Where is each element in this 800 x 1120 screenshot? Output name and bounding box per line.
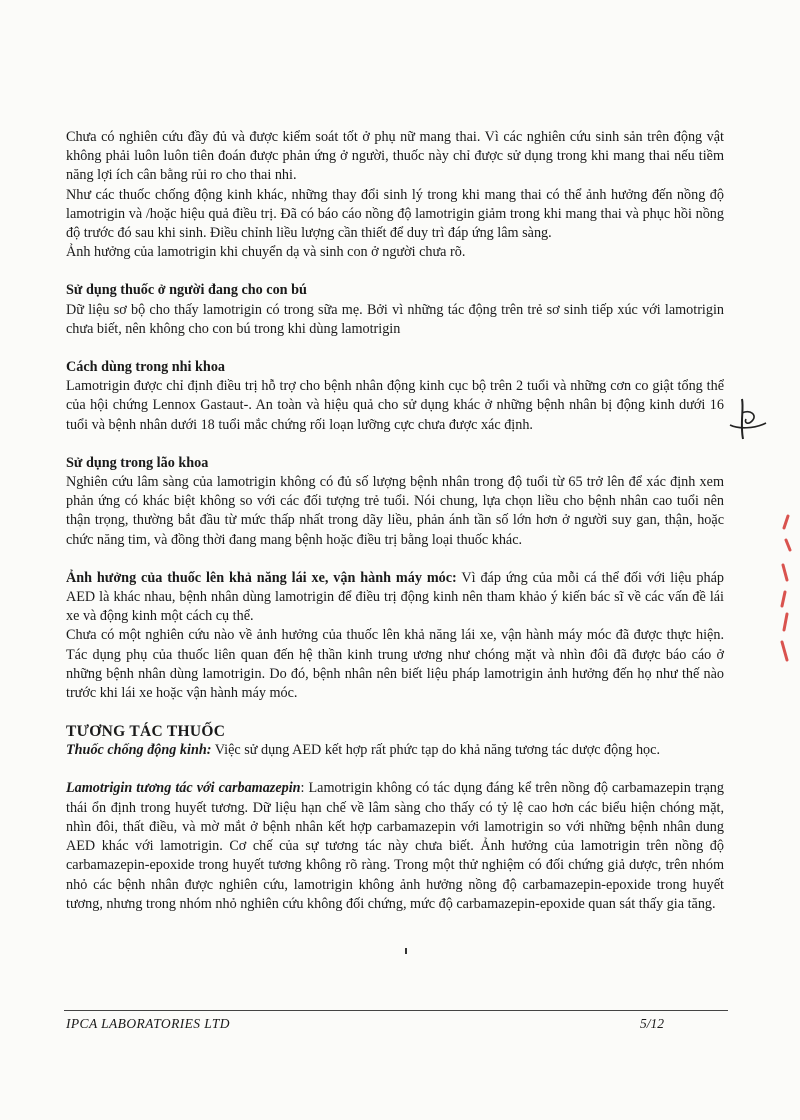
red-stamp-mark — [770, 510, 796, 670]
aed-paragraph — [66, 741, 724, 760]
pediatrics-paragraph: Lamotrigin được chỉ định điều trị hỗ trợ cho bệnh nhân động kinh cục bộ trên 2 tuổi và những cơn co giật tổng thể của hội chứng Lennox Gastaut-. An toàn và hiệu quả cho sử dụng khác ở những bệnh nhân bị động kinh dưới 16 tuổi và bệnh nhân dưới 18 tuổi mắc chứng rối loạn lưỡng cực chưa được xác định. — [66, 378, 724, 433]
driving-heading: Ảnh hưởng của thuốc lên khả năng lái xe, vận hành máy móc: — [66, 569, 457, 586]
document-body — [66, 128, 724, 914]
aed-heading: Thuốc chống động kinh: — [66, 742, 212, 759]
geriatrics-paragraph: Nghiên cứu lâm sàng của lamotrigin không có đủ số lượng bệnh nhân trong độ tuổi từ 65 trở lên để xác định xem phản ứng có khác biệt không so với các đối tượng trẻ tuổi. Nói chung, lựa chọn liều cho bệnh nhân cao tuổi nên thận trọng, thường bắt đầu từ mức thấp nhất trong dãy liều, phản ánh tần số lớn hơn ở người suy gan, thận, hoặc chức năng tim, và đồng thời đang mang bệnh hoặc điều trị bằng loại thuốc khác. — [66, 474, 724, 548]
signature-mark — [728, 395, 768, 445]
interactions-heading: TƯƠNG TÁC THUỐC — [66, 723, 226, 741]
pregnancy-paragraph-1: Chưa có nghiên cứu đầy đủ và được kiểm soát tốt ở phụ nữ mang thai. Vì các nghiên cứu sinh sản trên động vật không phải luôn luôn tiên đoán được phản ứng ở người, thuốc này chỉ được sử dụng trong khi mang thai nếu tiềm năng lợi ích cân bằng rủi ro cho thai nhi. — [66, 129, 724, 184]
carbamazepine-heading: Lamotrigin tương tác với carbamazepin — [66, 780, 301, 797]
driving-paragraph-2: Chưa có một nghiên cứu nào về ảnh hưởng của thuốc lên khả năng lái xe, vận hành máy móc đã được thực hiện. Tác dụng phụ của thuốc liên quan đến hệ thần kinh trung ương như chóng mặt và nhìn đôi đã được báo cáo ở những bệnh nhân dùng lamotrigin. Do đó, bệnh nhân nên biết liệu pháp lamotrigin ảnh hưởng đến họ như thế nào trước khi lái xe hoặc vận hành máy móc. — [66, 627, 724, 702]
footer-company: IPCA LABORATORIES LTD — [66, 1016, 230, 1031]
carbamazepine-text: : Lamotrigin không có tác dụng đáng kể trên nồng độ carbamazepin trạng thái ổn định trong huyết tương. Dữ liệu hạn chế về lâm sàng cho thấy có tỷ lệ cao hơn các biểu hiện chóng mặt, nhìn đôi, thất điều, và mờ mắt ở bệnh nhân kết hợp carbamazepin với lamotrigin so với những bệnh nhân dung AED khác với lamotrigin. Cơ chế của sự tương tác này chưa biết. Ảnh hưởng của lamotrigin trên nồng độ carbamazepin-epoxide trong huyết tương không rõ ràng. Trong một thử nghiệm có đối chứng giả dược, trên nhóm nhỏ các bệnh nhân được nghiên cứu, lamotrigin không ảnh hưởng nồng độ carbamazepin-epoxide trong huyết tương, nhưng trong nhóm nhỏ nghiên cứu không đối chứng, mức độ carbamazepin-epoxide quan sát thấy gia tăng. — [66, 780, 724, 912]
pregnancy-paragraph-2: Như các thuốc chống động kinh khác, những thay đổi sinh lý trong khi mang thai có thể ảnh hưởng đến nồng độ lamotrigin và /hoặc hiệu quả điều trị. Đã có báo cáo nồng độ lamotrigin giảm trong khi mang thai và phục hồi nồng độ trước đó sau khi sinh. Điều chỉnh liều lượng cần thiết để duy trì đáp ứng lâm sàng. — [66, 186, 724, 242]
ink-speck — [404, 948, 408, 954]
footer-divider — [64, 1010, 728, 1011]
pregnancy-paragraph-3: Ảnh hưởng của lamotrigin khi chuyển dạ và sinh con ở người chưa rõ. — [66, 244, 466, 261]
driving-text: Vì đáp ứng của mỗi cá thể đối với liệu pháp AED là khác nhau, bệnh nhân dùng lamotrigin để điều trị động kinh nên tham khảo ý kiến bác sĩ về các vấn đề lái xe và động kinh một cách cụ thể. — [66, 569, 724, 625]
page-number: 5/12 — [640, 1016, 665, 1031]
carbamazepine-paragraph — [66, 779, 724, 913]
geriatrics-heading: Sử dụng trong lão khoa — [66, 454, 209, 471]
breastfeeding-paragraph: Dữ liệu sơ bộ cho thấy lamotrigin có trong sữa mẹ. Bởi vì những tác động trên trẻ sơ sinh tiếp xúc với lamotrigin chưa biết, nên không cho con bú trong khi dùng lamotrigin — [66, 301, 724, 337]
aed-text: Việc sử dụng AED kết hợp rất phức tạp do khả năng tương tác dược động học. — [211, 742, 660, 759]
breastfeeding-heading: Sử dụng thuốc ở người đang cho con bú — [66, 282, 307, 299]
pediatrics-heading: Cách dùng trong nhi khoa — [66, 359, 226, 376]
driving-paragraph — [66, 569, 724, 627]
